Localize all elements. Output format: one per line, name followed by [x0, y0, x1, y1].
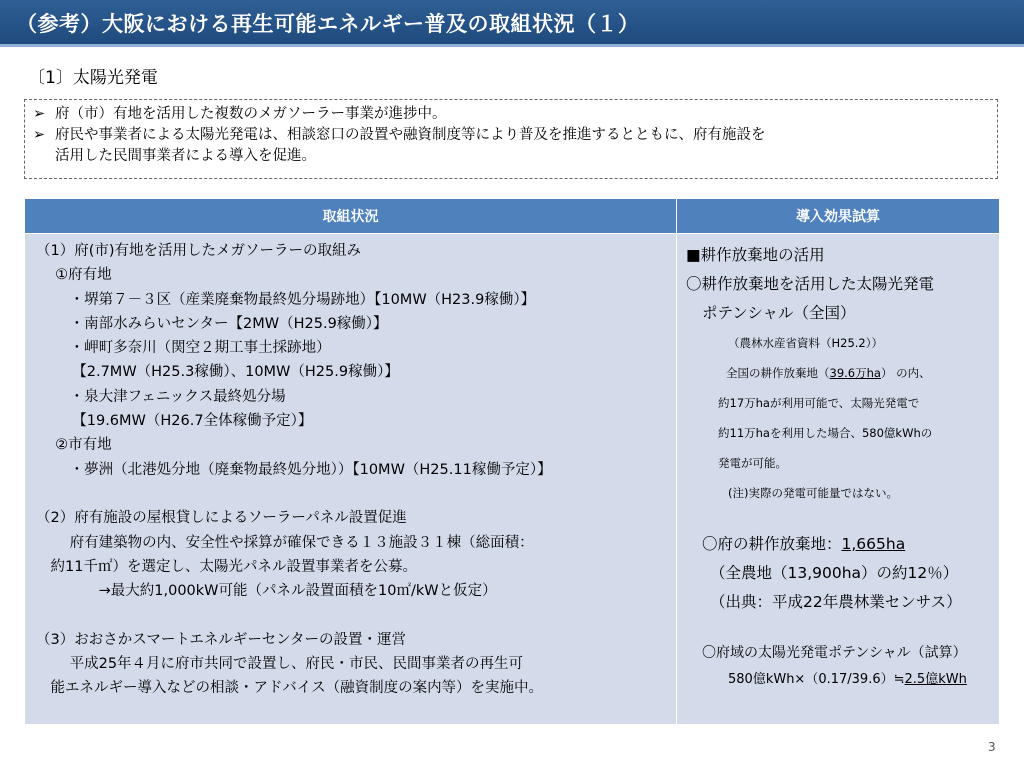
status-line: 能エネルギー導入などの相談・アドバイス（融資制度の案内等）を実施中。 [36, 680, 544, 697]
potential-title: 〇耕作放棄地を活用した太陽光発電 [686, 275, 935, 293]
status-line: 【2.7MW（H25.3稼働）、10MW（H25.9稼働）】 [36, 364, 399, 381]
title-bar [0, 0, 1024, 47]
potential-detail: 発電が可能。 [718, 456, 787, 470]
status-line: ②市有地 [36, 437, 112, 454]
summary-box [24, 99, 998, 179]
status-line [36, 482, 675, 506]
header-effect: 導入効果試算 [677, 199, 1000, 234]
status-line: 【19.6MW（H26.7全体稼働予定）】 [36, 413, 313, 430]
status-line: ・南部水みらいセンター【2MW（H25.9稼働）】 [36, 315, 388, 332]
status-line: （1）府(市)有地を活用したメガソーラーの取組み [36, 243, 362, 259]
status-line: 平成25年４月に府市共同で設置し、府民・市民、民間事業者の再生可 [36, 656, 524, 673]
status-line: ①府有地 [36, 267, 112, 284]
status-lines [26, 235, 675, 701]
status-line: 府有建築物の内、安全性や採算が確保できる１３施設３１棟（総面積： [36, 534, 534, 551]
status-line: →最大約1,000kW可能（パネル設置面積を10㎡/kWと仮定） [36, 583, 497, 600]
estimate-result: 2.5億kWh [904, 672, 967, 687]
osaka-abandoned-land: 〇府の耕作放棄地：1,665ha [702, 535, 906, 553]
estimate-title: 〇府域の太陽光発電ポテンシャル（試算） [702, 645, 967, 661]
page-title: （参考）大阪における再生可能エネルギー普及の取組状況（１） [16, 12, 640, 36]
estimate-formula: 580億kWh×（0.17/39.6）≒2.5億kWh [728, 672, 967, 687]
summary-item: ➢ 府（市）有地を活用した複数のメガソーラー事業が進捗中。 [33, 104, 989, 125]
spacer [686, 508, 998, 530]
status-line: ・泉大津フェニックス最終処分場 [36, 388, 286, 405]
arrow-bullet-icon: ➢ [33, 106, 46, 122]
potential-detail: 約11万haを利用した場合、580億kWhの [718, 426, 933, 440]
effect-heading: ■耕作放棄地の活用 [686, 246, 825, 264]
summary-item: ➢ 府民や事業者による太陽光発電は、相談窓口の設置や融資制度等により普及を推進するとともに、府有施設を [33, 125, 989, 146]
status-line: ・堺第７－３区（産業廃棄物最終処分場跡地）【10MW（H23.9稼働）】 [36, 291, 536, 308]
status-cell [25, 234, 677, 725]
summary-item-continued: 活用した民間事業者による導入を促進。 [55, 148, 316, 164]
potential-note: (注)実際の発電可能量ではない。 [728, 486, 898, 500]
status-line: ・岬町多奈川（関空２期工事土採跡地） [36, 340, 331, 357]
page-number: 3 [988, 740, 996, 754]
osaka-abandoned-area: 1,665ha [841, 535, 906, 553]
status-line: （2）府有施設の屋根貸しによるソーラーパネル設置促進 [36, 510, 407, 527]
status-line: 約11千㎡）を選定し、太陽光パネル設置事業者を公募。 [36, 558, 417, 575]
osaka-ratio: （全農地（13,900ha）の約12％） [710, 564, 959, 582]
header-status: 取組状況 [25, 199, 677, 234]
national-abandoned-area: 39.6万ha [829, 366, 881, 380]
status-line: （3）おおさかスマートエネルギーセンターの設置・運営 [36, 631, 406, 648]
effect-cell [677, 234, 1000, 725]
section-heading: 〔1〕太陽光発電 [28, 68, 158, 88]
potential-title-2: ポテンシャル（全国） [702, 304, 856, 322]
osaka-source: （出典：平成22年農林業センサス） [710, 593, 962, 611]
spacer [686, 617, 998, 639]
potential-detail: 約17万haが利用可能で、太陽光発電で [718, 396, 920, 410]
effect-content [678, 235, 998, 692]
status-line: ・夢洲（北港処分地（廃棄物最終処分地））【10MW（H25.11稼働予定）】 [36, 461, 552, 478]
initiatives-table [24, 198, 1000, 725]
potential-source: （農林水産省資料（H25.2）） [728, 336, 884, 350]
potential-detail: 全国の耕作放棄地（39.6万ha） の内、 [726, 366, 931, 380]
status-line [36, 603, 675, 627]
arrow-bullet-icon: ➢ [33, 127, 46, 143]
